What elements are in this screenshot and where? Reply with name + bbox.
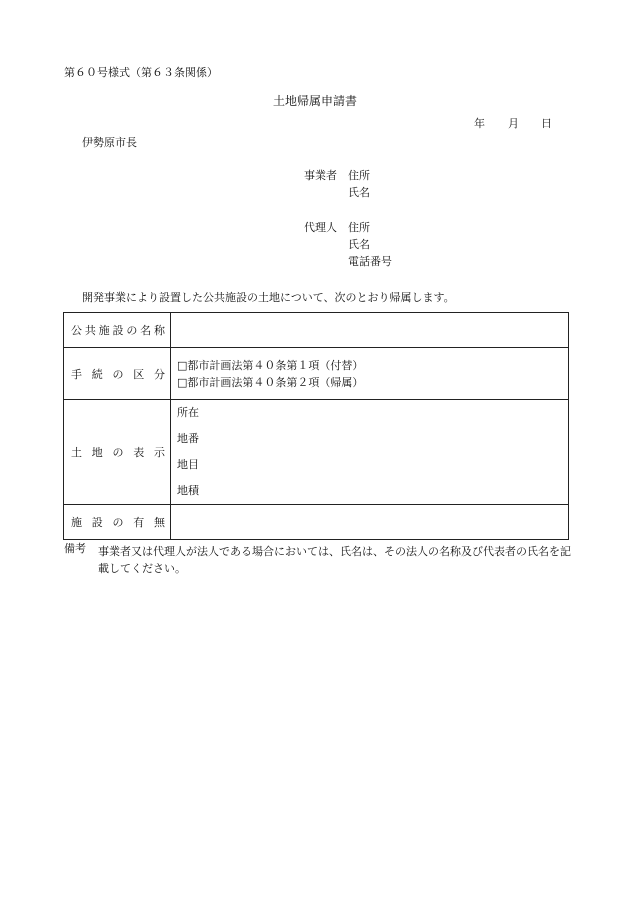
- procedure-option-attribution[interactable]: □都市計画法第４０条第２項（帰属）: [177, 375, 364, 389]
- applicant-name-label: 氏名: [348, 186, 370, 199]
- label-char: 手: [71, 367, 82, 381]
- date-year: 年: [474, 117, 485, 130]
- applicant-label: 事業者: [304, 169, 337, 182]
- row-procedure: [64, 348, 569, 400]
- document-title: 土地帰属申請書: [272, 94, 357, 108]
- note-text: 事業者又は代理人が法人である場合においては、氏名は、その法人の名称及び代表者の氏名を記載してください。: [98, 545, 571, 575]
- facility-name-field[interactable]: [171, 313, 569, 348]
- land-lot-number[interactable]: 地番: [177, 432, 199, 445]
- agent-phone-label: 電話番号: [348, 255, 392, 268]
- label-char: 設: [91, 516, 103, 529]
- agent-label: 代理人: [304, 221, 337, 234]
- label-char: 設: [112, 324, 124, 337]
- label-char: 分: [154, 367, 165, 381]
- facility-existence-field[interactable]: [171, 505, 569, 540]
- land-area[interactable]: 地積: [177, 484, 199, 497]
- application-table: [63, 312, 569, 540]
- procedure-option-relocation[interactable]: □都市計画法第４０条第１項（付替）: [177, 358, 364, 372]
- label-char: の: [112, 367, 124, 381]
- label-char: 表: [133, 446, 145, 459]
- row-land: [64, 400, 569, 505]
- label-char: 無: [154, 516, 165, 529]
- addressee: 伊勢原市長: [82, 136, 137, 149]
- land-fields: [171, 400, 569, 505]
- land-category[interactable]: 地目: [177, 458, 199, 471]
- label-char: 示: [154, 446, 165, 459]
- facility-existence-label: [64, 505, 171, 540]
- label-char: の: [126, 324, 138, 337]
- row-facility-name: [64, 313, 569, 348]
- label-char: 施: [98, 324, 110, 337]
- label-char: の: [112, 516, 124, 529]
- applicant-address-label: 住所: [348, 169, 370, 182]
- facility-name-label: [64, 313, 171, 348]
- label-char: 有: [133, 516, 145, 529]
- procedure-options: [171, 348, 569, 400]
- note-label: 備考: [64, 542, 86, 555]
- date-month: 月: [508, 117, 519, 130]
- label-char: の: [112, 446, 124, 459]
- label-char: 共: [84, 324, 96, 337]
- label-char: 名: [140, 324, 152, 337]
- date-day: 日: [541, 117, 552, 130]
- procedure-label: [64, 348, 171, 400]
- row-facility-existence: [64, 505, 569, 540]
- agent-address-label: 住所: [348, 221, 370, 234]
- land-label: [64, 400, 171, 505]
- label-char: 土: [71, 446, 82, 459]
- agent-name-label: 氏名: [348, 238, 370, 251]
- label-char: 続: [91, 367, 103, 381]
- form-number: 第６０号様式（第６３条関係）: [64, 66, 218, 79]
- land-location[interactable]: 所在: [177, 406, 199, 419]
- intro-text: 開発事業により設置した公共施設の土地について、次のとおり帰属します。: [82, 291, 455, 304]
- label-char: 区: [133, 367, 145, 381]
- label-char: 称: [153, 324, 165, 337]
- label-char: 施: [71, 516, 82, 529]
- label-char: 地: [91, 446, 103, 459]
- label-char: 公: [71, 324, 82, 337]
